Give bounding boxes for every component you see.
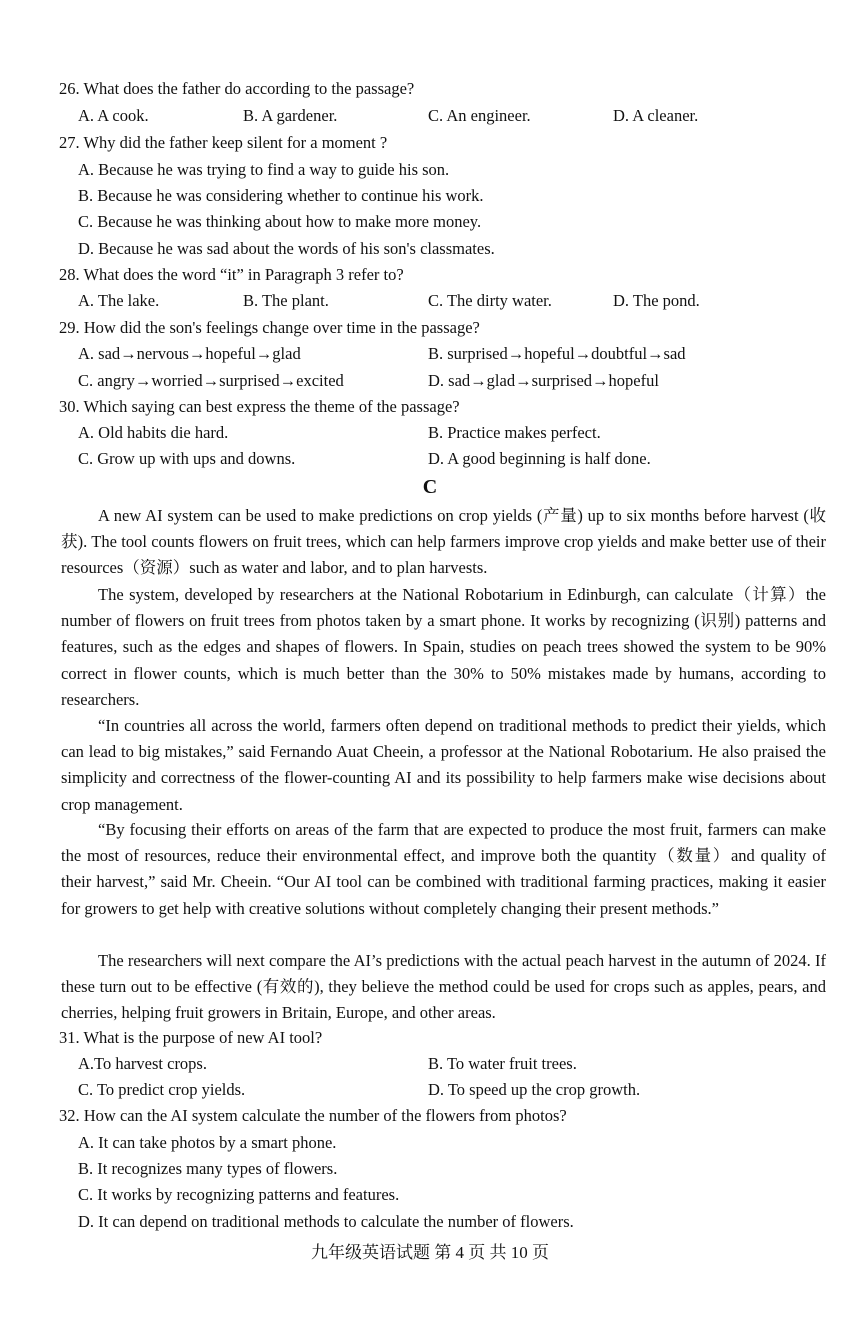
option-d: D. A cleaner. bbox=[613, 106, 699, 125]
question-30-options-row2 bbox=[78, 448, 838, 470]
question-29-options-row2 bbox=[78, 370, 838, 392]
option-b: B. surprised→hopeful→doubtful→sad bbox=[428, 344, 686, 363]
option-d: D. The pond. bbox=[613, 291, 700, 310]
option-c: C. The dirty water. bbox=[428, 291, 552, 310]
option-c: C. It works by recognizing patterns and features. bbox=[78, 1185, 400, 1204]
page-footer: 九年级英语试题 第 4 页 共 10 页 bbox=[311, 1243, 549, 1262]
question-30-options-row1 bbox=[78, 422, 838, 444]
question-26-options bbox=[78, 105, 838, 127]
option-c: C. Grow up with ups and downs. bbox=[78, 449, 296, 468]
question-31-options-row1 bbox=[78, 1053, 838, 1075]
option-b: B. To water fruit trees. bbox=[428, 1054, 577, 1073]
passage-paragraph-5: The researchers will next compare the AI’s predictions with the actual peach harvest in the autumn of 2024. If these turn out to be effective (有效的), they believe the method could be used for crops such as apples, pears, and cherries, helping fruit growers in Britain, Europe, and other areas. bbox=[61, 951, 826, 1023]
question-30-stem: 30. Which saying can best express the theme of the passage? bbox=[59, 397, 460, 416]
option-b: B. Practice makes perfect. bbox=[428, 423, 601, 442]
question-28-options bbox=[78, 290, 838, 312]
passage-paragraph-3: “In countries all across the world, farmers often depend on traditional methods to predict their yields, which can lead to big mistakes,” said Fernando Auat Cheein, a professor at the National Robotarium. He also praised the simplicity and correctness of the flower-counting AI and its possibility to help farmers make wise decisions about crop management. bbox=[61, 716, 826, 814]
option-a: A. A cook. bbox=[78, 106, 149, 125]
option-a: A. sad→nervous→hopeful→glad bbox=[78, 344, 301, 363]
option-c: C. To predict crop yields. bbox=[78, 1080, 246, 1099]
option-d: D. To speed up the crop growth. bbox=[428, 1080, 641, 1099]
option-a: A. Old habits die hard. bbox=[78, 423, 229, 442]
passage-paragraph-1: A new AI system can be used to make predictions on crop yields (产量) up to six months before harvest (收获). The tool counts flowers on fruit trees, which can help farmers improve crop yields and make better use of their resources（资源）such as water and labor, and to plan harvests. bbox=[61, 506, 826, 578]
question-31-options-row2 bbox=[78, 1079, 838, 1101]
passage-paragraph-2: The system, developed by researchers at the National Robotarium in Edinburgh, can calculate（计算）the number of flowers on fruit trees from photos taken by a smart phone. It works by recognizing (识别) patterns and features, such as the edges and shapes of flowers. In Spain, studies on peach trees showed the system to be 90% correct in flower counts, which is much better than the 30% to 50% mistakes made by humans, according to researchers. bbox=[61, 585, 826, 709]
option-a: A. The lake. bbox=[78, 291, 160, 310]
option-c: C. An engineer. bbox=[428, 106, 531, 125]
question-31-stem: 31. What is the purpose of new AI tool? bbox=[59, 1028, 323, 1047]
option-d: D. A good beginning is half done. bbox=[428, 449, 651, 468]
option-d: D. sad→glad→surprised→hopeful bbox=[428, 371, 659, 390]
question-32-stem: 32. How can the AI system calculate the number of the flowers from photos? bbox=[59, 1106, 567, 1125]
option-b: B. Because he was considering whether to continue his work. bbox=[78, 186, 484, 205]
question-27-stem: 27. Why did the father keep silent for a moment ? bbox=[59, 133, 388, 152]
section-heading: C bbox=[422, 476, 438, 498]
option-b: B. It recognizes many types of flowers. bbox=[78, 1159, 338, 1178]
option-b: B. The plant. bbox=[243, 291, 329, 310]
option-d: D. Because he was sad about the words of his son's classmates. bbox=[78, 239, 495, 258]
option-a: A. It can take photos by a smart phone. bbox=[78, 1133, 337, 1152]
option-b: B. A gardener. bbox=[243, 106, 338, 125]
question-26-stem: 26. What does the father do according to the passage? bbox=[59, 79, 415, 98]
question-29-stem: 29. How did the son's feelings change over time in the passage? bbox=[59, 318, 480, 337]
question-28-stem: 28. What does the word “it” in Paragraph 3 refer to? bbox=[59, 265, 404, 284]
question-29-options-row1 bbox=[78, 343, 838, 365]
option-c: C. Because he was thinking about how to make more money. bbox=[78, 212, 482, 231]
option-c: C. angry→worried→surprised→excited bbox=[78, 371, 344, 390]
option-d: D. It can depend on traditional methods to calculate the number of flowers. bbox=[78, 1212, 574, 1231]
option-a: A. Because he was trying to find a way to guide his son. bbox=[78, 160, 450, 179]
passage-paragraph-4: “By focusing their efforts on areas of the farm that are expected to produce the most fruit, farmers can make the most of resources, reduce their environmental effect, and improve both the quantity（数量）and quality of their harvest,” said Mr. Cheein. “Our AI tool can be combined with traditional farming practices, making it easier for growers to get help with creative solutions without completely changing their present methods.” bbox=[61, 820, 826, 918]
option-a: A.To harvest crops. bbox=[78, 1054, 207, 1073]
